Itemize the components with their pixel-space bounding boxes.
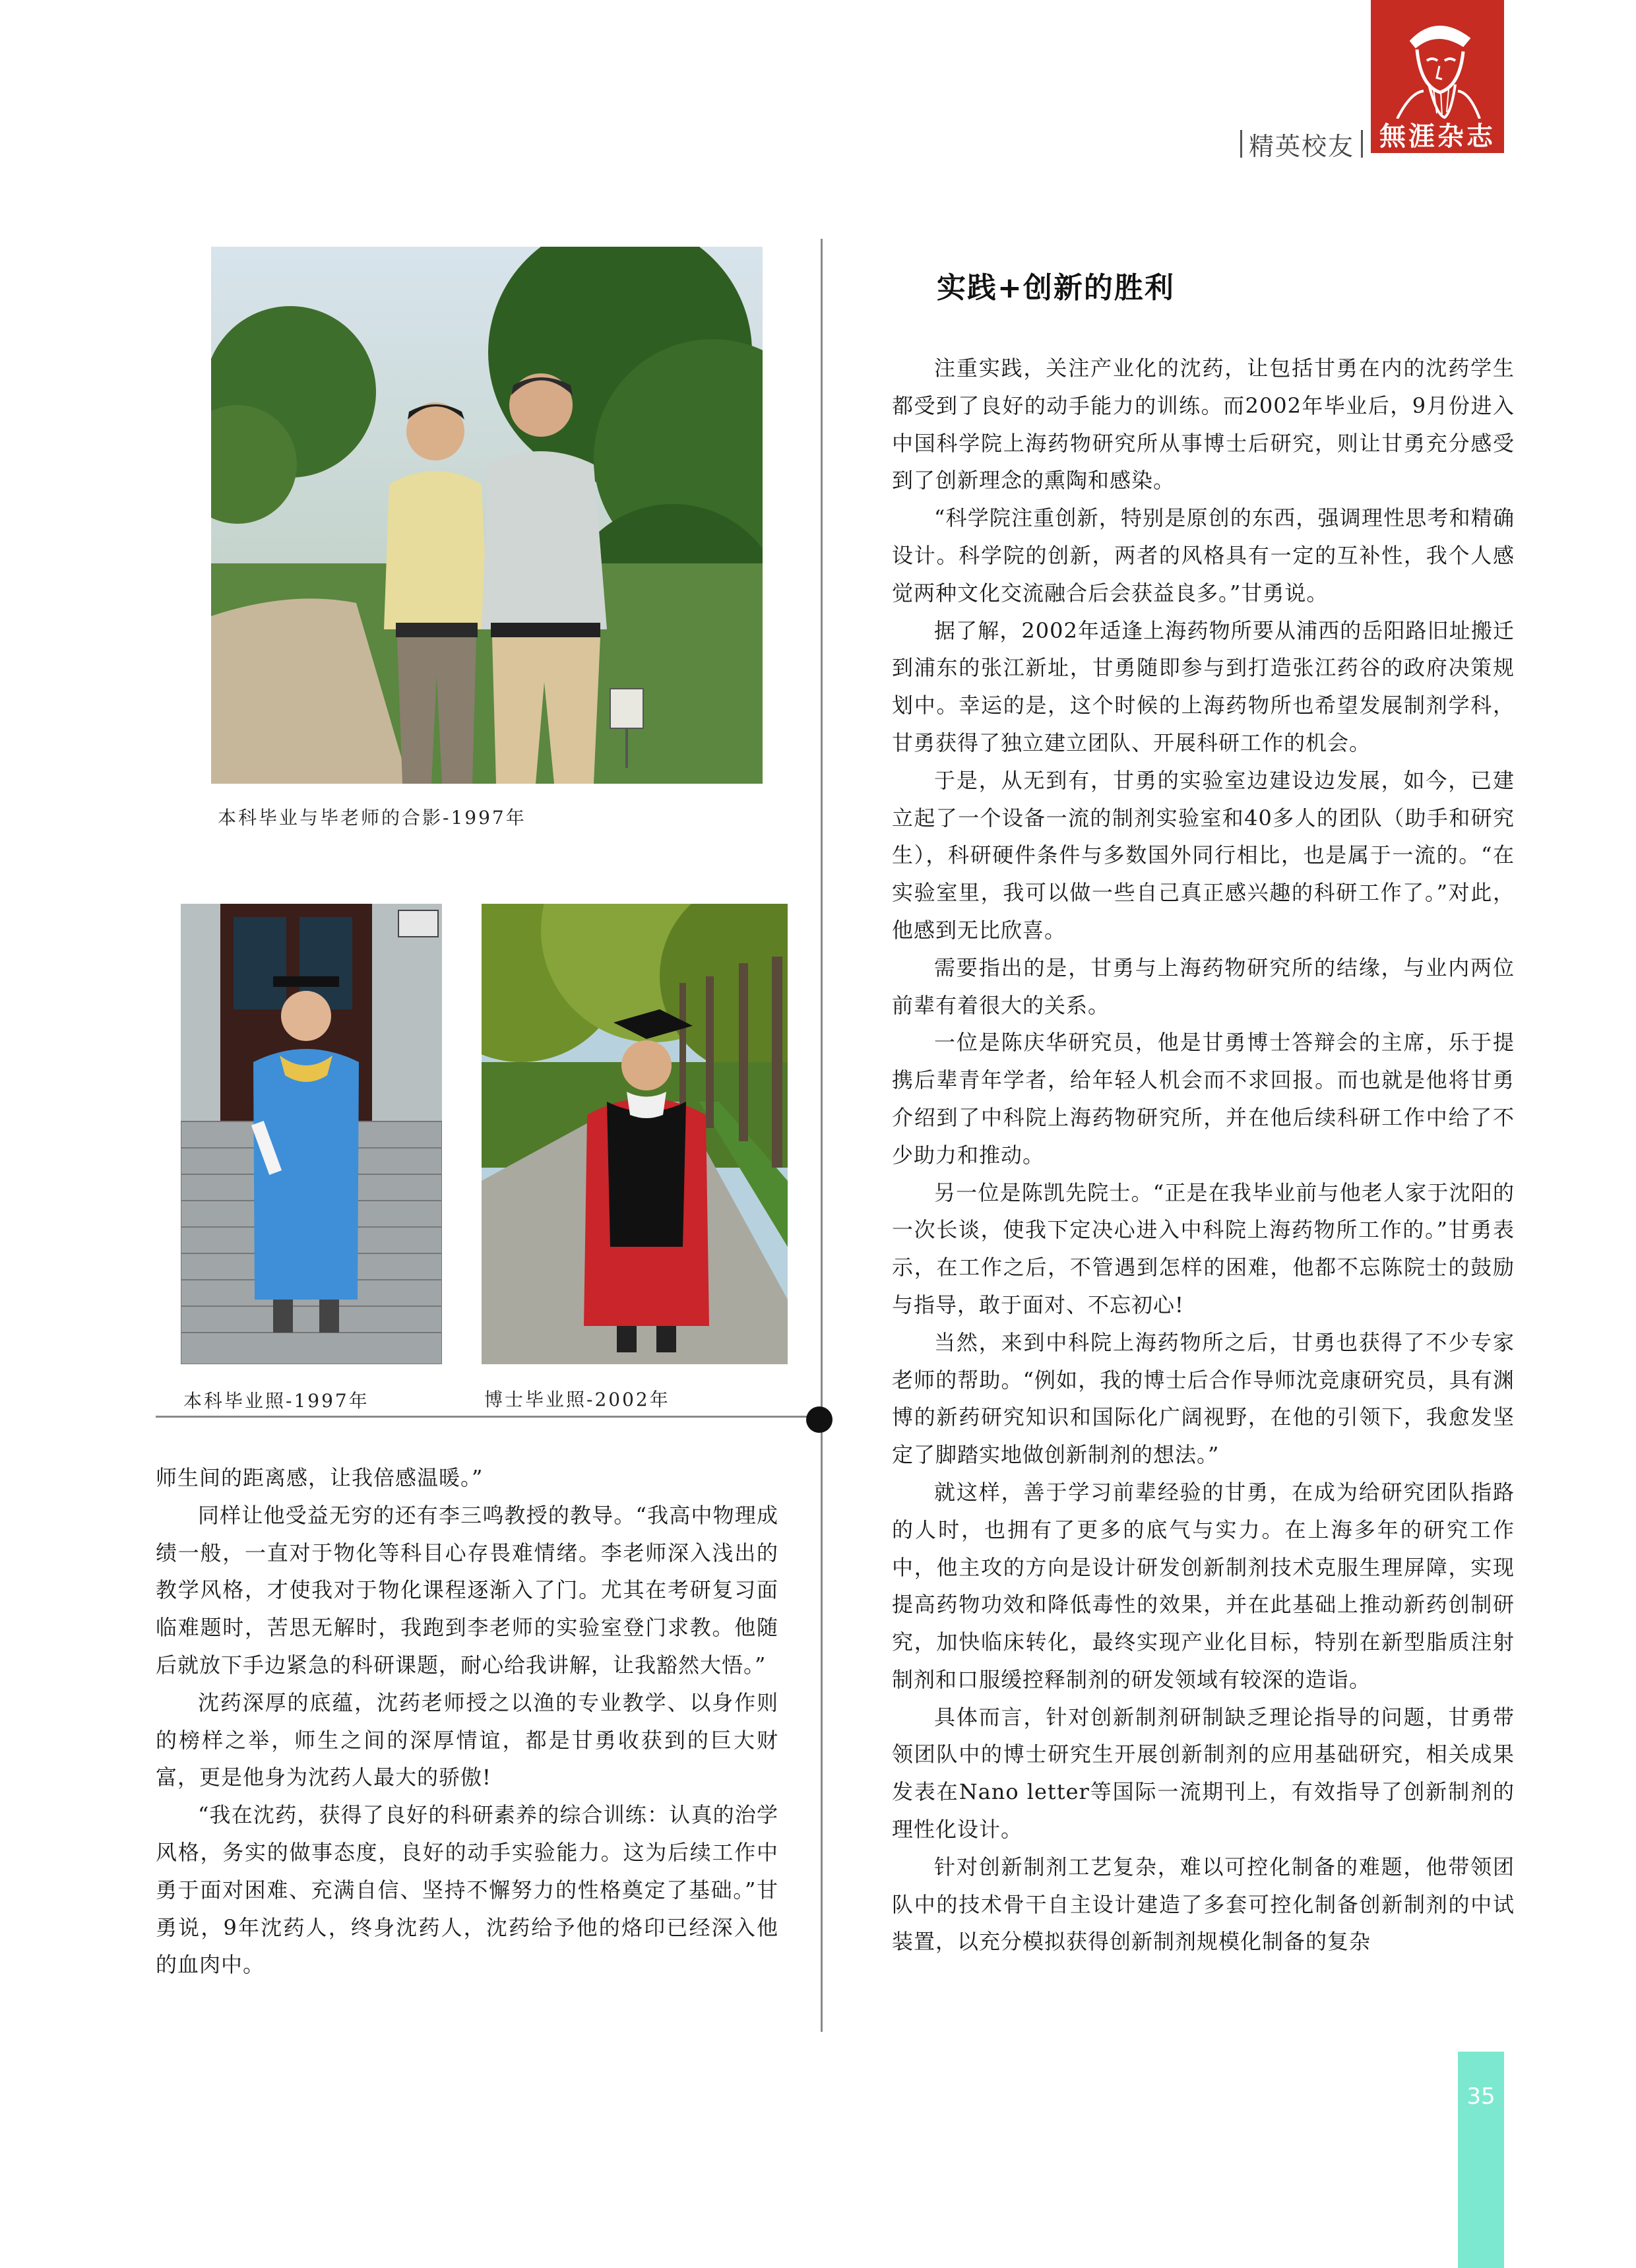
right-column-text: [892, 350, 1515, 1961]
section-name: 精英校友: [1249, 131, 1355, 161]
paragraph: 沈药深厚的底蕴，沈药老师授之以渔的专业教学、以身作则的榜样之举，师生之间的深厚情谊，都是甘勇收获到的巨大财富，更是他身为沈药人最大的骄傲!: [156, 1689, 778, 1790]
divider-bar: [1240, 130, 1242, 158]
paragraph: 具体而言，针对创新制剂研制缺乏理论指导的问题，甘勇带领团队中的博士研究生开展创新制剂的应用基础研究，相关成果发表在Nano letter等国际一流期刊上，有效指导了创新制剂的理性化设计。: [892, 1704, 1515, 1843]
section-title: 实践+创新的胜利: [937, 271, 1175, 305]
paragraph: 当然，来到中科院上海药物所之后，甘勇也获得了不少专家老师的帮助。“例如，我的博士后合作导师沈竞康研究员，具有渊博的新药研究知识和国际化广阔视野，在他的引领下，我愈发坚定了脚踏实地做创新制剂的想法。”: [892, 1329, 1515, 1468]
paragraph: 就这样，善于学习前辈经验的甘勇，在成为给研究团队指路的人时，也拥有了更多的底气与实力。在上海多年的研究工作中，他主攻的方向是设计研发创新制剂技术克服生理屏障，实现提高药物功效和降低毒性的效果，并在此基础上推动新药创制研究，加快临床转化，最终实现产业化目标，特别在新型脂质注射制剂和口服缓控释制剂的研发领域有较深的造诣。: [892, 1479, 1515, 1692]
column-divider: [821, 239, 823, 2032]
paragraph: 师生间的距离感，让我倍感温暖。”: [156, 1465, 484, 1490]
logo-text: 無涯杂志: [1379, 121, 1495, 152]
horizontal-divider: [156, 1416, 823, 1418]
paragraph: 注重实践，关注产业化的沈药，让包括甘勇在内的沈药学生都受到了良好的动手能力的训练。而2002年毕业后，9月份进入中国科学院上海药物研究所从事博士后研究，则让甘勇充分感受到了创新理念的熏陶和感染。: [892, 356, 1515, 493]
paragraph: 另一位是陈凯先院士。“正是在我毕业前与他老人家于沈阳的一次长谈，使我下定决心进入中科院上海药物所工作的。”甘勇表示，在工作之后，不管遇到怎样的困难，他都不忘陈院士的鼓励与指导，敢于面对、不忘初心!: [892, 1180, 1515, 1317]
portrait-sketch-icon: [1371, 0, 1504, 119]
caption-teacher-photo: 本科毕业与毕老师的合影-1997年: [218, 807, 526, 829]
paragraph: 同样让他受益无穷的还有李三鸣教授的教导。“我高中物理成绩一般，一直对于物化等科目心存畏难情绪。李老师深入浅出的教学风格，才使我对于物化课程逐渐入了门。尤其在考研复习面临难题时，苦思无解时，我跑到李老师的实验室登门求教。他随后就放下手边紧急的科研课题，耐心给我讲解，让我豁然大悟。”: [156, 1502, 778, 1678]
paragraph: 于是，从无到有，甘勇的实验室边建设边发展，如今，已建立起了一个设备一流的制剂实验室和40多人的团队（助手和研究生），科研硬件条件与多数国外同行相比，也是属于一流的。“在实验室里，我可以做一些自己真正感兴趣的科研工作了。”对此，他感到无比欣喜。: [892, 767, 1515, 943]
photo-teacher-and-student: [211, 247, 763, 784]
divider-dot: [806, 1406, 833, 1433]
paragraph: “科学院注重创新，特别是原创的东西，强调理性思考和精确设计。科学院的创新，两者的风格具有一定的互补性，我个人感觉两种文化交流融合后会获益良多。”甘勇说。: [892, 505, 1515, 606]
left-column-text: [156, 1459, 778, 1984]
divider-bar: [1361, 130, 1363, 158]
caption-doctoral-photo: 博士毕业照-2002年: [484, 1389, 670, 1410]
photo-bachelor-graduation: [181, 904, 442, 1364]
section-label: [1234, 124, 1369, 164]
paragraph: 据了解，2002年适逢上海药物所要从浦西的岳阳路旧址搬迁到浦东的张江新址，甘勇随即参与到打造张江药谷的政府决策规划中。幸运的是，这个时候的上海药物所也希望发展制剂学科，甘勇获得了独立建立团队、开展科研工作的机会。: [892, 617, 1515, 755]
paragraph: 一位是陈庆华研究员，他是甘勇博士答辩会的主席，乐于提携后辈青年学者，给年轻人机会而不求回报。而也就是他将甘勇介绍到了中科院上海药物研究所，并在他后续科研工作中给了不少助力和推动。: [892, 1030, 1515, 1168]
page-number: 35: [1466, 2083, 1495, 2110]
caption-bachelor-photo: 本科毕业照-1997年: [183, 1390, 369, 1412]
paragraph: 针对创新制剂工艺复杂，难以可控化制备的难题，他带领团队中的技术骨干自主设计建造了多套可控化制备创新制剂的中试装置，以充分模拟获得创新制剂规模化制备的复杂: [892, 1854, 1515, 1955]
photo-doctoral-graduation: [482, 904, 788, 1364]
paragraph: 需要指出的是，甘勇与上海药物研究所的结缘，与业内两位前辈有着很大的关系。: [892, 955, 1515, 1018]
paragraph: “我在沈药，获得了良好的科研素养的综合训练：认真的治学风格，务实的做事态度，良好的动手实验能力。这为后续工作中勇于面对困难、充满自信、坚持不懈努力的性格奠定了基础。”甘勇说，9年沈药人，终身沈药人，沈药给予他的烙印已经深入他的血肉中。: [156, 1802, 778, 1978]
